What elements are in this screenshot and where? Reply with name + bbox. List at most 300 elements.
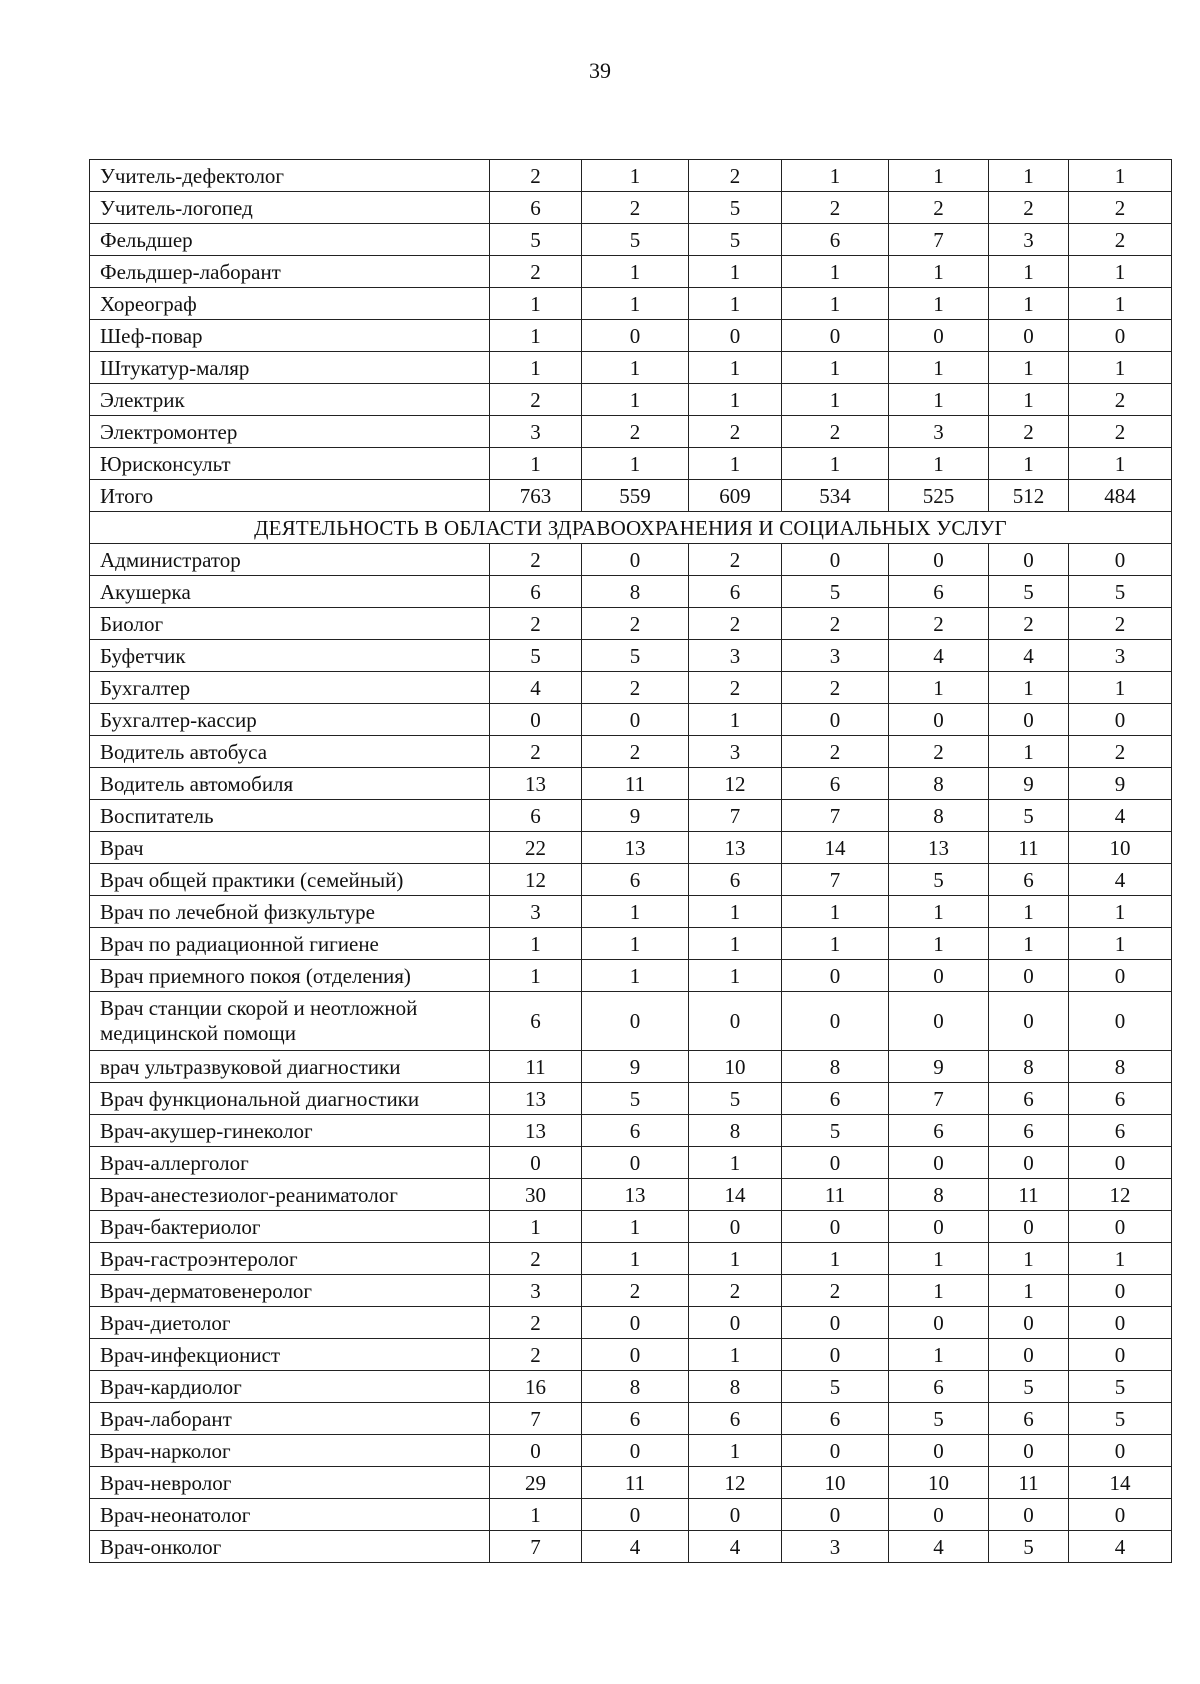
value-cell: 2 — [889, 192, 989, 224]
value-cell: 9 — [1069, 768, 1172, 800]
value-cell: 6 — [1069, 1115, 1172, 1147]
position-name-cell: Врач-гастроэнтеролог — [90, 1243, 490, 1275]
value-cell: 1 — [689, 1243, 782, 1275]
value-cell: 7 — [889, 1083, 989, 1115]
value-cell: 13 — [689, 832, 782, 864]
value-cell: 0 — [782, 960, 889, 992]
table-row — [90, 320, 1172, 352]
value-cell: 11 — [582, 768, 689, 800]
value-cell: 9 — [889, 1051, 989, 1083]
position-name-cell: Учитель-логопед — [90, 192, 490, 224]
table-row — [90, 1499, 1172, 1531]
value-cell: 0 — [1069, 1435, 1172, 1467]
table-row — [90, 672, 1172, 704]
value-cell: 9 — [582, 1051, 689, 1083]
value-cell: 11 — [582, 1467, 689, 1499]
value-cell: 1 — [1069, 896, 1172, 928]
value-cell: 1 — [989, 672, 1069, 704]
value-cell: 1 — [889, 1275, 989, 1307]
value-cell: 1 — [689, 704, 782, 736]
value-cell: 2 — [782, 192, 889, 224]
value-cell: 16 — [490, 1371, 582, 1403]
position-name-cell: Биолог — [90, 608, 490, 640]
value-cell: 1 — [989, 1275, 1069, 1307]
table-row — [90, 1371, 1172, 1403]
value-cell: 1 — [889, 896, 989, 928]
value-cell: 1 — [989, 352, 1069, 384]
value-cell: 1 — [1069, 352, 1172, 384]
value-cell: 5 — [782, 576, 889, 608]
value-cell: 1 — [582, 352, 689, 384]
page-number: 39 — [589, 58, 611, 83]
table-row — [90, 384, 1172, 416]
value-cell: 6 — [1069, 1083, 1172, 1115]
value-cell: 1 — [782, 896, 889, 928]
value-cell: 0 — [989, 320, 1069, 352]
value-cell: 1 — [989, 256, 1069, 288]
value-cell: 0 — [782, 704, 889, 736]
value-cell: 5 — [989, 576, 1069, 608]
value-cell: 13 — [490, 768, 582, 800]
value-cell: 0 — [889, 1147, 989, 1179]
table-row — [90, 1435, 1172, 1467]
value-cell: 5 — [1069, 576, 1172, 608]
table-row — [90, 256, 1172, 288]
value-cell: 1 — [1069, 1243, 1172, 1275]
value-cell: 5 — [889, 864, 989, 896]
value-cell: 0 — [689, 1211, 782, 1243]
value-cell: 1 — [582, 1243, 689, 1275]
position-name-cell: Врач-инфекционист — [90, 1339, 490, 1371]
value-cell: 2 — [989, 416, 1069, 448]
value-cell: 8 — [989, 1051, 1069, 1083]
value-cell: 6 — [989, 1403, 1069, 1435]
value-cell: 1 — [1069, 288, 1172, 320]
position-name-cell: Врач-акушер-гинеколог — [90, 1115, 490, 1147]
table-row — [90, 192, 1172, 224]
table-row — [90, 1275, 1172, 1307]
value-cell: 5 — [782, 1371, 889, 1403]
value-cell: 0 — [782, 1339, 889, 1371]
table-body — [90, 160, 1172, 1563]
position-name-cell: Врач приемного покоя (отделения) — [90, 960, 490, 992]
value-cell: 5 — [989, 800, 1069, 832]
value-cell: 6 — [490, 576, 582, 608]
value-cell: 5 — [989, 1531, 1069, 1563]
value-cell: 0 — [889, 320, 989, 352]
table-row — [90, 544, 1172, 576]
position-name-cell: Буфетчик — [90, 640, 490, 672]
value-cell: 2 — [490, 1339, 582, 1371]
value-cell: 1 — [782, 1243, 889, 1275]
position-name-cell: Водитель автомобиля — [90, 768, 490, 800]
value-cell: 0 — [582, 544, 689, 576]
value-cell: 1 — [490, 1211, 582, 1243]
value-cell: 12 — [689, 1467, 782, 1499]
value-cell: 8 — [1069, 1051, 1172, 1083]
value-cell: 1 — [1069, 160, 1172, 192]
value-cell: 5 — [889, 1403, 989, 1435]
value-cell: 1 — [490, 1499, 582, 1531]
position-name-cell: Шеф-повар — [90, 320, 490, 352]
value-cell: 2 — [490, 256, 582, 288]
value-cell: 2 — [689, 544, 782, 576]
value-cell: 2 — [689, 416, 782, 448]
table-row — [90, 896, 1172, 928]
value-cell: 5 — [989, 1371, 1069, 1403]
value-cell: 5 — [582, 224, 689, 256]
value-cell: 6 — [582, 864, 689, 896]
position-name-cell: Бухгалтер-кассир — [90, 704, 490, 736]
position-name-cell: Учитель-дефектолог — [90, 160, 490, 192]
value-cell: 2 — [582, 192, 689, 224]
value-cell: 3 — [490, 1275, 582, 1307]
value-cell: 14 — [782, 832, 889, 864]
value-cell: 6 — [889, 1371, 989, 1403]
value-cell: 1 — [490, 448, 582, 480]
table-row — [90, 960, 1172, 992]
value-cell: 11 — [989, 1179, 1069, 1211]
value-cell: 8 — [689, 1371, 782, 1403]
value-cell: 2 — [689, 608, 782, 640]
value-cell: 1 — [689, 960, 782, 992]
value-cell: 1 — [490, 320, 582, 352]
value-cell: 4 — [889, 1531, 989, 1563]
value-cell: 1 — [689, 896, 782, 928]
value-cell: 0 — [889, 1435, 989, 1467]
value-cell: 30 — [490, 1179, 582, 1211]
value-cell: 8 — [582, 1371, 689, 1403]
table-row — [90, 736, 1172, 768]
value-cell: 1 — [1069, 448, 1172, 480]
value-cell: 5 — [689, 192, 782, 224]
value-cell: 0 — [989, 1147, 1069, 1179]
value-cell: 2 — [1069, 608, 1172, 640]
value-cell: 1 — [782, 352, 889, 384]
value-cell: 0 — [582, 1499, 689, 1531]
value-cell: 1 — [889, 256, 989, 288]
value-cell: 4 — [1069, 800, 1172, 832]
value-cell: 10 — [782, 1467, 889, 1499]
position-name-cell: Врач станции скорой и неотложной медицинской помощи — [90, 992, 490, 1051]
value-cell: 1 — [989, 288, 1069, 320]
staffing-table — [89, 159, 1172, 1563]
table-row — [90, 704, 1172, 736]
value-cell: 7 — [782, 864, 889, 896]
value-cell: 2 — [782, 608, 889, 640]
value-cell: 0 — [582, 1147, 689, 1179]
value-cell: 0 — [1069, 1307, 1172, 1339]
value-cell: 0 — [1069, 1147, 1172, 1179]
value-cell: 0 — [989, 544, 1069, 576]
table-row — [90, 1051, 1172, 1083]
value-cell: 5 — [582, 640, 689, 672]
table-row — [90, 928, 1172, 960]
value-cell: 13 — [582, 832, 689, 864]
value-cell: 8 — [689, 1115, 782, 1147]
value-cell: 763 — [490, 480, 582, 512]
value-cell: 1 — [582, 256, 689, 288]
value-cell: 0 — [1069, 544, 1172, 576]
table-row — [90, 1179, 1172, 1211]
value-cell: 0 — [1069, 992, 1172, 1051]
position-name-cell: Врач-анестезиолог-реаниматолог — [90, 1179, 490, 1211]
table-row — [90, 1531, 1172, 1563]
value-cell: 1 — [582, 288, 689, 320]
value-cell: 0 — [889, 1211, 989, 1243]
table-row — [90, 576, 1172, 608]
value-cell: 0 — [782, 1211, 889, 1243]
table-row — [90, 480, 1172, 512]
value-cell: 29 — [490, 1467, 582, 1499]
value-cell: 0 — [889, 992, 989, 1051]
value-cell: 0 — [989, 960, 1069, 992]
position-name-cell: Врач-невролог — [90, 1467, 490, 1499]
value-cell: 6 — [989, 1115, 1069, 1147]
value-cell: 1 — [989, 1243, 1069, 1275]
value-cell: 1 — [689, 384, 782, 416]
value-cell: 2 — [490, 736, 582, 768]
value-cell: 10 — [889, 1467, 989, 1499]
value-cell: 1 — [889, 160, 989, 192]
position-name-cell: Хореограф — [90, 288, 490, 320]
value-cell: 3 — [689, 640, 782, 672]
position-name-cell: Акушерка — [90, 576, 490, 608]
value-cell: 1 — [889, 384, 989, 416]
value-cell: 11 — [490, 1051, 582, 1083]
value-cell: 1 — [689, 256, 782, 288]
value-cell: 1 — [490, 960, 582, 992]
table-row — [90, 1211, 1172, 1243]
value-cell: 2 — [582, 1275, 689, 1307]
value-cell: 12 — [490, 864, 582, 896]
value-cell: 0 — [782, 544, 889, 576]
value-cell: 0 — [889, 960, 989, 992]
value-cell: 1 — [490, 288, 582, 320]
value-cell: 9 — [582, 800, 689, 832]
value-cell: 1 — [889, 448, 989, 480]
position-name-cell: Врач-лаборант — [90, 1403, 490, 1435]
value-cell: 6 — [490, 800, 582, 832]
value-cell: 5 — [1069, 1371, 1172, 1403]
value-cell: 0 — [989, 1307, 1069, 1339]
value-cell: 1 — [782, 384, 889, 416]
position-name-cell: Врач-бактериолог — [90, 1211, 490, 1243]
value-cell: 4 — [582, 1531, 689, 1563]
table-row — [90, 352, 1172, 384]
value-cell: 7 — [782, 800, 889, 832]
position-name-cell: Электромонтер — [90, 416, 490, 448]
value-cell: 1 — [989, 448, 1069, 480]
value-cell: 1 — [782, 448, 889, 480]
value-cell: 2 — [1069, 224, 1172, 256]
value-cell: 13 — [889, 832, 989, 864]
value-cell: 5 — [1069, 1403, 1172, 1435]
value-cell: 1 — [989, 896, 1069, 928]
position-name-cell: Воспитатель — [90, 800, 490, 832]
value-cell: 1 — [889, 672, 989, 704]
section-heading: ДЕЯТЕЛЬНОСТЬ В ОБЛАСТИ ЗДРАВООХРАНЕНИЯ И СОЦИАЛЬНЫХ УСЛУГ — [90, 512, 1172, 544]
position-name-cell: Врач-дерматовенеролог — [90, 1275, 490, 1307]
value-cell: 6 — [989, 1083, 1069, 1115]
value-cell: 3 — [689, 736, 782, 768]
value-cell: 6 — [782, 1083, 889, 1115]
position-name-cell: врач ультразвуковой диагностики — [90, 1051, 490, 1083]
value-cell: 0 — [782, 992, 889, 1051]
value-cell: 0 — [689, 1499, 782, 1531]
value-cell: 0 — [490, 1435, 582, 1467]
table-row — [90, 1243, 1172, 1275]
position-name-cell: Бухгалтер — [90, 672, 490, 704]
value-cell: 0 — [782, 1499, 889, 1531]
value-cell: 2 — [490, 1243, 582, 1275]
value-cell: 1 — [782, 160, 889, 192]
value-cell: 13 — [582, 1179, 689, 1211]
value-cell: 0 — [989, 992, 1069, 1051]
table-row — [90, 224, 1172, 256]
value-cell: 4 — [490, 672, 582, 704]
position-name-cell: Электрик — [90, 384, 490, 416]
table-row — [90, 1467, 1172, 1499]
value-cell: 9 — [989, 768, 1069, 800]
value-cell: 1 — [889, 1339, 989, 1371]
value-cell: 1 — [689, 928, 782, 960]
value-cell: 5 — [689, 1083, 782, 1115]
value-cell: 5 — [689, 224, 782, 256]
value-cell: 2 — [1069, 416, 1172, 448]
value-cell: 22 — [490, 832, 582, 864]
table-row — [90, 448, 1172, 480]
value-cell: 10 — [689, 1051, 782, 1083]
value-cell: 2 — [782, 672, 889, 704]
value-cell: 2 — [989, 192, 1069, 224]
table-row — [90, 640, 1172, 672]
value-cell: 6 — [989, 864, 1069, 896]
value-cell: 4 — [689, 1531, 782, 1563]
value-cell: 0 — [689, 1307, 782, 1339]
table-row — [90, 768, 1172, 800]
value-cell: 0 — [582, 1307, 689, 1339]
table-row — [90, 832, 1172, 864]
value-cell: 1 — [582, 1211, 689, 1243]
value-cell: 0 — [689, 320, 782, 352]
value-cell: 1 — [582, 384, 689, 416]
value-cell: 0 — [782, 1147, 889, 1179]
value-cell: 609 — [689, 480, 782, 512]
table-row — [90, 864, 1172, 896]
value-cell: 2 — [989, 608, 1069, 640]
value-cell: 2 — [490, 608, 582, 640]
value-cell: 5 — [490, 224, 582, 256]
value-cell: 11 — [989, 1467, 1069, 1499]
value-cell: 1 — [689, 1147, 782, 1179]
value-cell: 0 — [782, 320, 889, 352]
position-name-cell: Врач-аллерголог — [90, 1147, 490, 1179]
table-row — [90, 288, 1172, 320]
value-cell: 1 — [689, 448, 782, 480]
value-cell: 7 — [490, 1531, 582, 1563]
value-cell: 2 — [782, 736, 889, 768]
value-cell: 2 — [689, 160, 782, 192]
value-cell: 11 — [989, 832, 1069, 864]
value-cell: 7 — [490, 1403, 582, 1435]
value-cell: 3 — [889, 416, 989, 448]
value-cell: 1 — [689, 288, 782, 320]
value-cell: 0 — [782, 1435, 889, 1467]
value-cell: 1 — [989, 160, 1069, 192]
value-cell: 1 — [1069, 928, 1172, 960]
table-row — [90, 608, 1172, 640]
value-cell: 7 — [889, 224, 989, 256]
value-cell: 14 — [689, 1179, 782, 1211]
value-cell: 5 — [582, 1083, 689, 1115]
position-name-cell: Врач-кардиолог — [90, 1371, 490, 1403]
value-cell: 12 — [1069, 1179, 1172, 1211]
value-cell: 1 — [582, 448, 689, 480]
value-cell: 8 — [889, 1179, 989, 1211]
value-cell: 3 — [1069, 640, 1172, 672]
value-cell: 0 — [1069, 320, 1172, 352]
value-cell: 484 — [1069, 480, 1172, 512]
value-cell: 1 — [689, 1435, 782, 1467]
table-row — [90, 1115, 1172, 1147]
value-cell: 0 — [689, 992, 782, 1051]
value-cell: 512 — [989, 480, 1069, 512]
value-cell: 0 — [582, 1339, 689, 1371]
value-cell: 2 — [782, 1275, 889, 1307]
value-cell: 6 — [582, 1115, 689, 1147]
value-cell: 2 — [689, 1275, 782, 1307]
value-cell: 0 — [582, 1435, 689, 1467]
value-cell: 0 — [582, 992, 689, 1051]
value-cell: 3 — [782, 640, 889, 672]
value-cell: 0 — [782, 1307, 889, 1339]
value-cell: 6 — [582, 1403, 689, 1435]
position-name-cell: Врач по лечебной физкультуре — [90, 896, 490, 928]
value-cell: 6 — [490, 192, 582, 224]
value-cell: 2 — [490, 1307, 582, 1339]
value-cell: 3 — [490, 896, 582, 928]
value-cell: 13 — [490, 1083, 582, 1115]
value-cell: 0 — [582, 320, 689, 352]
value-cell: 2 — [490, 160, 582, 192]
value-cell: 525 — [889, 480, 989, 512]
table-row — [90, 1147, 1172, 1179]
value-cell: 10 — [1069, 832, 1172, 864]
value-cell: 11 — [782, 1179, 889, 1211]
value-cell: 1 — [582, 160, 689, 192]
value-cell: 534 — [782, 480, 889, 512]
position-name-cell: Врач — [90, 832, 490, 864]
value-cell: 2 — [582, 736, 689, 768]
value-cell: 2 — [782, 416, 889, 448]
value-cell: 0 — [889, 704, 989, 736]
value-cell: 6 — [889, 576, 989, 608]
value-cell: 2 — [889, 736, 989, 768]
value-cell: 1 — [490, 352, 582, 384]
value-cell: 1 — [689, 1339, 782, 1371]
table-row — [90, 800, 1172, 832]
value-cell: 2 — [490, 384, 582, 416]
table-row — [90, 1403, 1172, 1435]
value-cell: 0 — [1069, 960, 1172, 992]
position-name-cell: Итого — [90, 480, 490, 512]
value-cell: 0 — [889, 1307, 989, 1339]
value-cell: 2 — [1069, 192, 1172, 224]
value-cell: 0 — [989, 1499, 1069, 1531]
value-cell: 14 — [1069, 1467, 1172, 1499]
value-cell: 0 — [490, 1147, 582, 1179]
